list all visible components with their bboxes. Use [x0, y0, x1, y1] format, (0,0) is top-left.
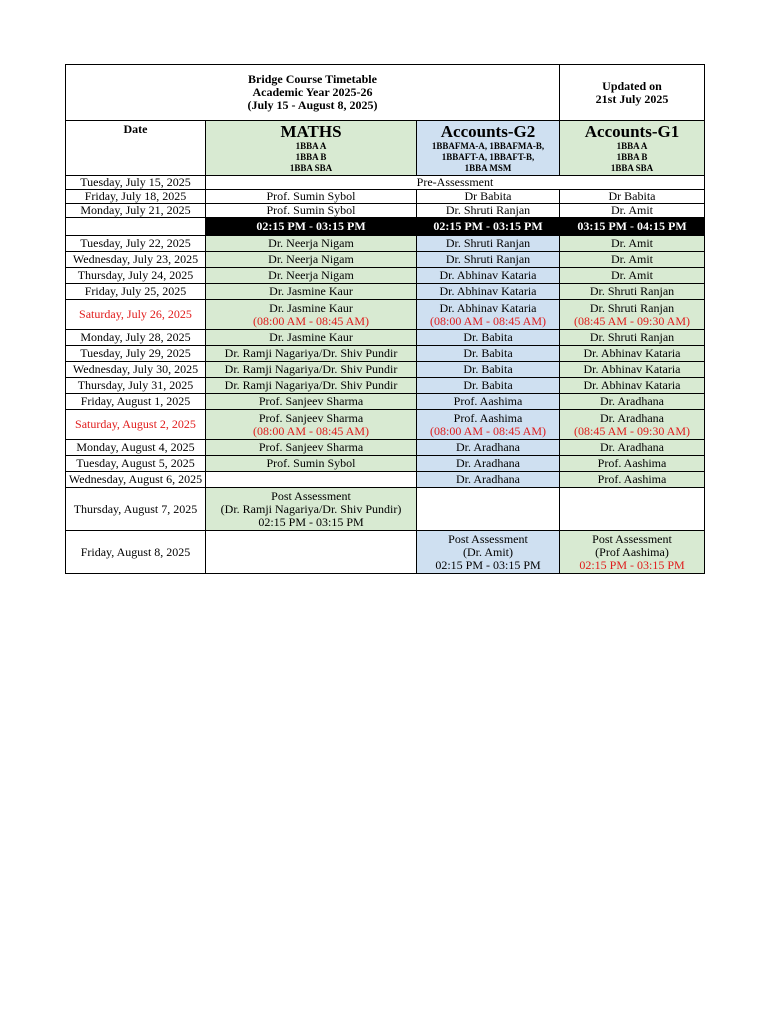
accounts-g1-cell [560, 346, 705, 362]
accounts-g1-title: Accounts-G1 [584, 122, 680, 141]
maths-title: MATHS [280, 122, 342, 141]
date-cell: Tuesday, July 29, 2025 [66, 346, 206, 362]
maths-cell [206, 440, 417, 456]
accounts-g2-cell [417, 346, 560, 362]
post-assessment-faculty: (Dr. Ramji Nagariya/Dr. Shiv Pundir) [220, 501, 402, 516]
timetable [65, 64, 705, 574]
session-time: (08:00 AM - 08:45 AM) [252, 313, 369, 328]
accounts-g1-post-assessment-cell [560, 531, 705, 574]
date-cell: Wednesday, July 30, 2025 [66, 362, 206, 378]
accounts-g1-column-header [560, 121, 705, 176]
accounts-g2-title: Accounts-G2 [440, 122, 536, 141]
maths-cell [206, 456, 417, 472]
title-row [66, 65, 705, 121]
date-cell: Tuesday, July 22, 2025 [66, 236, 206, 252]
faculty-name: Prof. Sumin Sybol [266, 456, 356, 470]
date-cell: Monday, July 28, 2025 [66, 330, 206, 346]
faculty-name: Dr. Babita [463, 330, 513, 344]
post-assessment-label: Post Assessment [592, 531, 672, 546]
title-line: Bridge Course Timetable [248, 72, 377, 86]
table-row [66, 236, 705, 252]
date-cell: Friday, August 1, 2025 [66, 394, 206, 410]
accounts-g2-cell [417, 488, 560, 531]
accounts-g2-cell [417, 362, 560, 378]
date-cell: Monday, July 21, 2025 [66, 204, 206, 218]
date-cell: Thursday, July 24, 2025 [66, 268, 206, 284]
accounts-g2-cell [417, 410, 560, 440]
time-slot-row [66, 218, 705, 236]
accounts-g2-column-header [417, 121, 560, 176]
table-row [66, 362, 705, 378]
faculty-name: Dr. Shruti Ranjan [589, 330, 675, 344]
session-time: (08:45 AM - 09:30 AM) [573, 423, 690, 438]
accounts-g1-cell [560, 284, 705, 300]
column-header-row [66, 121, 705, 176]
faculty-name: Dr. Amit [610, 268, 653, 282]
updated-date: 21st July 2025 [595, 91, 669, 106]
maths-cell [206, 410, 417, 440]
table-row [66, 410, 705, 440]
maths-cell [206, 252, 417, 268]
post-assessment-label: Post Assessment [448, 531, 528, 546]
maths-cell [206, 236, 417, 252]
accounts-g2-cell [417, 284, 560, 300]
updated-note [560, 65, 705, 121]
faculty-name: Dr. Amit [610, 236, 653, 250]
table-row [66, 204, 705, 218]
accounts-g2-cell [417, 472, 560, 488]
faculty-name: Dr. Aradhana [600, 394, 664, 408]
accounts-g1-cell [560, 456, 705, 472]
table-row [66, 456, 705, 472]
accounts-g2-cell [417, 394, 560, 410]
table-row [66, 176, 705, 190]
maths-time-slot: 02:15 PM - 03:15 PM [206, 218, 417, 236]
maths-cell [206, 362, 417, 378]
time-slot-spacer [66, 218, 206, 236]
table-row [66, 394, 705, 410]
faculty-name: Dr. Shruti Ranjan [445, 236, 531, 250]
table-row [66, 284, 705, 300]
date-cell: Wednesday, August 6, 2025 [66, 472, 206, 488]
maths-cell [206, 472, 417, 488]
date-cell: Thursday, July 31, 2025 [66, 378, 206, 394]
faculty-name: Dr. Abhinav Kataria [439, 284, 537, 298]
faculty-name: Dr. Shruti Ranjan [589, 300, 675, 315]
faculty-name: Prof. Aashima [453, 410, 523, 425]
accounts-g2-group: 1BBAFMA-A, 1BBAFMA-B, [431, 141, 545, 151]
faculty-name: Dr. Jasmine Kaur [269, 300, 353, 315]
table-row [66, 268, 705, 284]
faculty-name: Dr. Neerja Nigam [268, 252, 354, 266]
session-time: (08:00 AM - 08:45 AM) [252, 423, 369, 438]
maths-cell [206, 394, 417, 410]
faculty-name: Prof. Sanjeev Sharma [258, 440, 364, 454]
maths-cell [206, 284, 417, 300]
accounts-g1-cell [560, 268, 705, 284]
accounts-g1-cell [560, 394, 705, 410]
maths-group: 1BBA B [295, 152, 327, 162]
table-row [66, 378, 705, 394]
accounts-g2-cell [417, 440, 560, 456]
table-row [66, 472, 705, 488]
maths-cell [206, 378, 417, 394]
faculty-name: Prof. Sanjeev Sharma [258, 394, 364, 408]
faculty-name: Dr. Shruti Ranjan [445, 252, 531, 266]
post-assessment-faculty: (Prof Aashima) [595, 544, 669, 559]
accounts-g1-cell [560, 472, 705, 488]
accounts-g2-cell [417, 456, 560, 472]
updated-label: Updated on [602, 78, 662, 93]
table-row [66, 190, 705, 204]
faculty-name: Dr. Jasmine Kaur [269, 284, 353, 298]
faculty-name: Dr. Aradhana [456, 472, 520, 486]
maths-cell [206, 268, 417, 284]
table-row [66, 330, 705, 346]
accounts-g1-group: 1BBA B [616, 152, 648, 162]
date-cell: Friday, July 25, 2025 [66, 284, 206, 300]
date-cell: Saturday, July 26, 2025 [66, 300, 206, 330]
accounts-g1-cell [560, 252, 705, 268]
maths-group: 1BBA SBA [289, 163, 333, 173]
faculty-name: Dr. Amit [610, 252, 653, 266]
accounts-g2-cell [417, 300, 560, 330]
table-row [66, 531, 705, 574]
post-assessment-faculty: (Dr. Amit) [463, 544, 513, 559]
faculty-name: Dr. Ramji Nagariya/Dr. Shiv Pundir [224, 378, 398, 392]
maths-cell [206, 531, 417, 574]
faculty-name: Dr. Abhinav Kataria [439, 268, 537, 282]
accounts-g1-cell [560, 378, 705, 394]
faculty-name: Dr. Aradhana [600, 440, 664, 454]
maths-cell [206, 300, 417, 330]
accounts-g1-cell [560, 330, 705, 346]
accounts-g2-cell [417, 378, 560, 394]
faculty-name: Dr. Ramji Nagariya/Dr. Shiv Pundir [224, 346, 398, 360]
accounts-g2-cell: Dr Babita [417, 190, 560, 204]
accounts-g1-group: 1BBA A [616, 141, 648, 151]
accounts-g1-cell [560, 300, 705, 330]
date-column-header: Date [66, 121, 206, 176]
session-time: (08:00 AM - 08:45 AM) [429, 313, 546, 328]
faculty-name: Dr. Aradhana [456, 440, 520, 454]
pre-assessment-cell: Pre-Assessment [206, 176, 705, 190]
table-row [66, 346, 705, 362]
maths-cell: Prof. Sumin Sybol [206, 190, 417, 204]
date-cell: Wednesday, July 23, 2025 [66, 252, 206, 268]
session-time: (08:45 AM - 09:30 AM) [573, 313, 690, 328]
accounts-g1-cell: Dr. Amit [560, 204, 705, 218]
faculty-name: Dr. Jasmine Kaur [269, 330, 353, 344]
accounts-g1-cell [560, 440, 705, 456]
accounts-g2-post-assessment-cell [417, 531, 560, 574]
faculty-name: Dr. Abhinav Kataria [439, 300, 537, 315]
date-cell: Friday, August 8, 2025 [66, 531, 206, 574]
faculty-name: Dr. Neerja Nigam [268, 268, 354, 282]
date-cell: Saturday, August 2, 2025 [66, 410, 206, 440]
faculty-name: Prof. Aashima [597, 472, 667, 486]
accounts-g2-cell [417, 330, 560, 346]
maths-post-assessment-cell [206, 488, 417, 531]
accounts-g2-time-slot: 02:15 PM - 03:15 PM [417, 218, 560, 236]
table-row [66, 300, 705, 330]
accounts-g1-cell [560, 410, 705, 440]
maths-cell: Prof. Sumin Sybol [206, 204, 417, 218]
page-title [66, 65, 560, 121]
date-cell: Tuesday, August 5, 2025 [66, 456, 206, 472]
faculty-name: Prof. Aashima [597, 456, 667, 470]
faculty-name: Dr. Shruti Ranjan [589, 284, 675, 298]
maths-cell [206, 330, 417, 346]
maths-group: 1BBA A [295, 141, 327, 151]
accounts-g1-cell [560, 236, 705, 252]
accounts-g2-cell [417, 236, 560, 252]
date-cell: Monday, August 4, 2025 [66, 440, 206, 456]
table-row [66, 252, 705, 268]
table-row [66, 440, 705, 456]
post-assessment-time: 02:15 PM - 03:15 PM [579, 557, 685, 572]
accounts-g1-cell: Dr Babita [560, 190, 705, 204]
date-cell: Tuesday, July 15, 2025 [66, 176, 206, 190]
accounts-g1-time-slot: 03:15 PM - 04:15 PM [560, 218, 705, 236]
accounts-g1-group: 1BBA SBA [610, 163, 654, 173]
faculty-name: Dr. Ramji Nagariya/Dr. Shiv Pundir [224, 362, 398, 376]
faculty-name: Prof. Aashima [453, 394, 523, 408]
faculty-name: Dr. Babita [463, 378, 513, 392]
faculty-name: Dr. Abhinav Kataria [583, 378, 681, 392]
accounts-g2-cell [417, 252, 560, 268]
accounts-g2-group: 1BBAFT-A, 1BBAFT-B, [441, 152, 535, 162]
accounts-g1-cell [560, 362, 705, 378]
faculty-name: Dr. Aradhana [456, 456, 520, 470]
faculty-name: Dr. Abhinav Kataria [583, 362, 681, 376]
table-row [66, 488, 705, 531]
maths-cell [206, 346, 417, 362]
accounts-g2-group: 1BBA MSM [464, 163, 512, 173]
faculty-name: Dr. Babita [463, 346, 513, 360]
faculty-name: Dr. Aradhana [600, 410, 664, 425]
faculty-name: Dr. Neerja Nigam [268, 236, 354, 250]
post-assessment-label: Post Assessment [271, 488, 351, 503]
date-cell: Friday, July 18, 2025 [66, 190, 206, 204]
maths-column-header [206, 121, 417, 176]
date-cell: Thursday, August 7, 2025 [66, 488, 206, 531]
faculty-name: Dr. Abhinav Kataria [583, 346, 681, 360]
faculty-name: Prof. Sanjeev Sharma [258, 410, 364, 425]
date-range-line: (July 15 - August 8, 2025) [247, 98, 378, 112]
academic-year-line: Academic Year 2025-26 [252, 85, 373, 99]
post-assessment-time: 02:15 PM - 03:15 PM [435, 557, 541, 572]
session-time: (08:00 AM - 08:45 AM) [429, 423, 546, 438]
accounts-g2-cell: Dr. Shruti Ranjan [417, 204, 560, 218]
accounts-g2-cell [417, 268, 560, 284]
faculty-name: Dr. Babita [463, 362, 513, 376]
post-assessment-time: 02:15 PM - 03:15 PM [258, 514, 364, 529]
accounts-g1-cell [560, 488, 705, 531]
